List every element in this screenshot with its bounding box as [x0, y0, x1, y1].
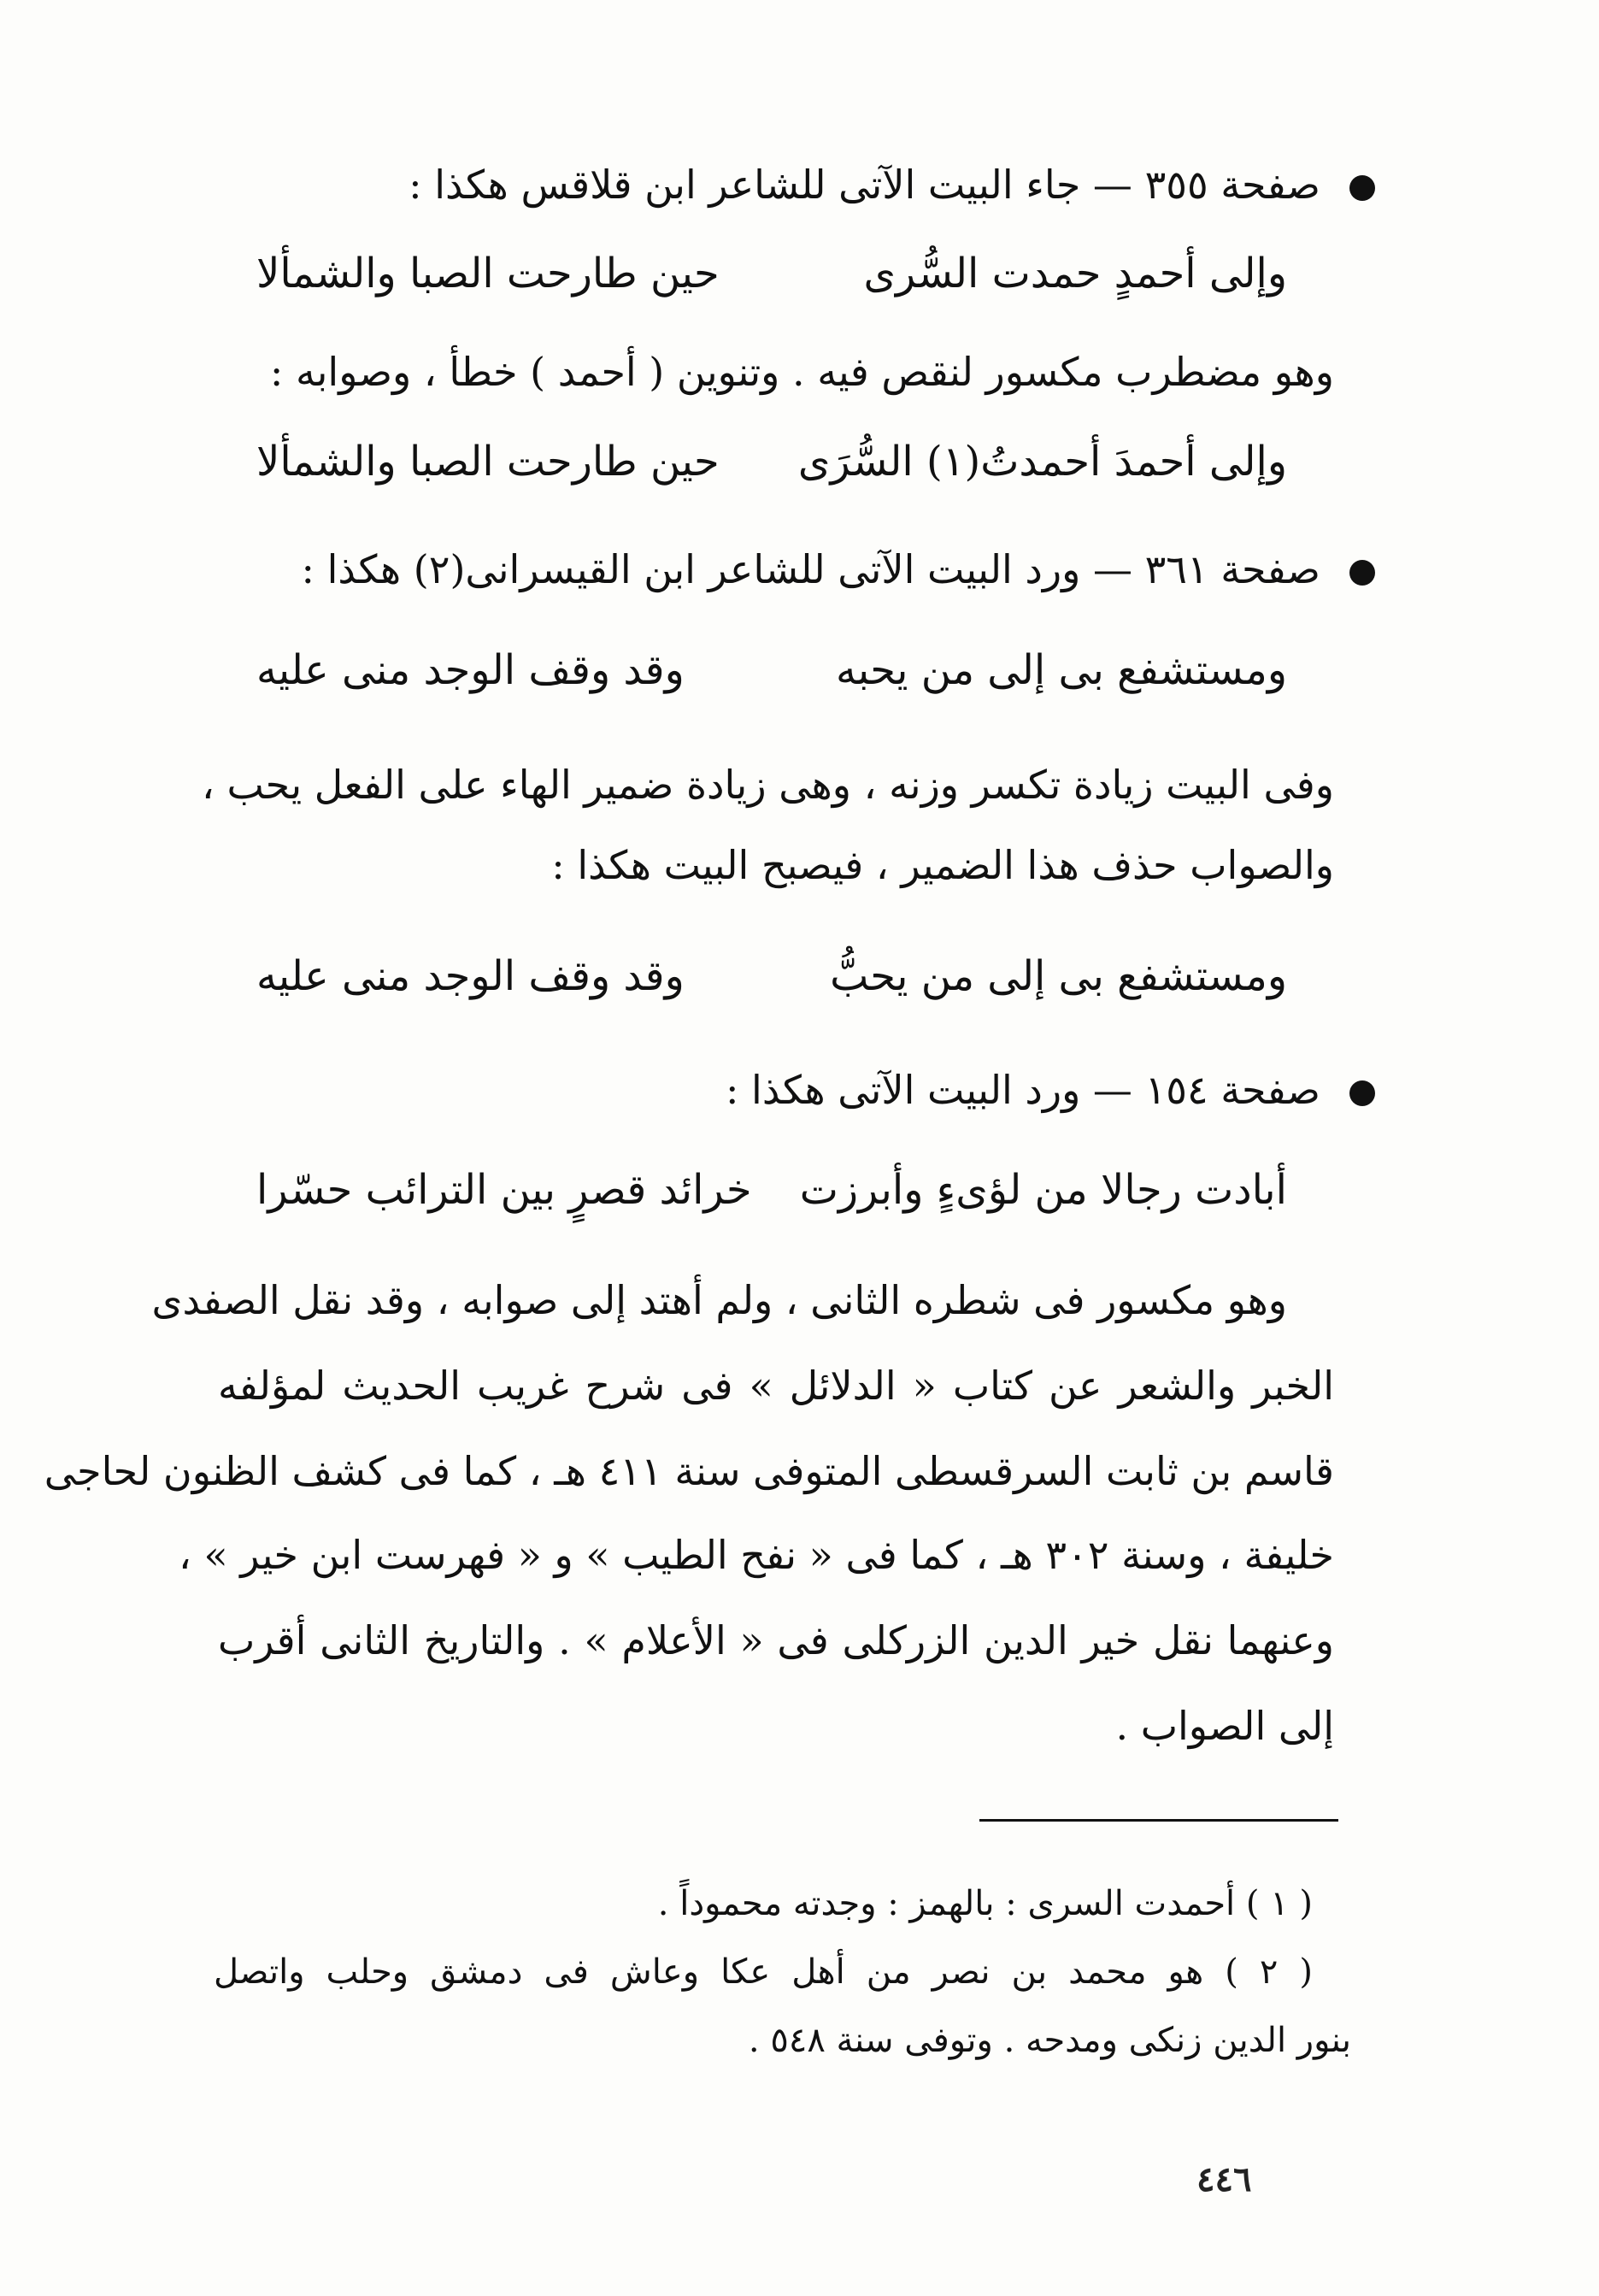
verse-hemistich: خرائد قصرٍ بين الترائب حسّرا — [256, 1166, 752, 1214]
body-text: وهو مكسور فى شطره الثانى ، ولم أهتد إلى صوابه ، وقد نقل الصفدى — [151, 1277, 1287, 1323]
footnote: ( ٢ ) هو محمد بن نصر من أهل عكا وعاش فى دمشق وحلب واتصل — [214, 1952, 1314, 1992]
footnote: بنور الدين زنكى ومدحه . وتوفى سنة ٥٤٨ . — [748, 2021, 1351, 2060]
entry-heading: صفحة ٣٥٥ — جاء البيت الآتى للشاعر ابن قلاقس هكذا : — [222, 159, 1375, 210]
verse-line — [256, 643, 1287, 698]
footnote-divider — [979, 1819, 1338, 1822]
verse-hemistich: حين طارحت الصبا والشمألا — [256, 438, 720, 486]
entry-heading: صفحة ٣٦١ — ورد البيت الآتى للشاعر ابن القيسرانى(٢) هكذا : — [222, 544, 1375, 595]
body-text: والصواب حذف هذا الضمير ، فيصبح البيت هكذا : — [551, 842, 1334, 888]
verse-line — [256, 434, 1287, 489]
bullet-icon — [1349, 1080, 1375, 1106]
body-text: الخبر والشعر عن كتاب « الدلائل » فى شرح غريب الحديث لمؤلفه — [218, 1363, 1334, 1409]
bullet-icon — [1349, 560, 1375, 586]
body-text: إلى الصواب . — [1115, 1703, 1334, 1749]
verse-hemistich: وقد وقف الوجد منى عليه — [256, 952, 685, 1000]
verse-hemistich: ومستشفع بى إلى من يحبُّ — [830, 952, 1287, 1000]
verse-line — [256, 246, 1287, 301]
verse-hemistich: ومستشفع بى إلى من يحبه — [835, 646, 1287, 694]
body-text: قاسم بن ثابت السرقسطى المتوفى سنة ٤١١ هـ ، كما فى كشف الظنون لحاجى — [44, 1448, 1334, 1494]
verse-hemistich: وقد وقف الوجد منى عليه — [256, 646, 685, 694]
body-text: وهو مضطرب مكسور لنقص فيه . وتنوين ( أحمد ) خطأ ، وصوابه : — [269, 349, 1334, 395]
verse-hemistich: وإلى أحمدٍ حمدت السُّرى — [863, 250, 1287, 297]
body-text: وعنهما نقل خير الدين الزركلى فى « الأعلام » . والتاريخ الثانى أقرب — [218, 1617, 1334, 1663]
entry-heading: صفحة ١٥٤ — ورد البيت الآتى هكذا : — [222, 1064, 1375, 1116]
bullet-icon — [1349, 175, 1375, 201]
body-text: وفى البيت زيادة تكسر وزنه ، وهى زيادة ضمير الهاء على الفعل يحب ، — [202, 762, 1334, 808]
verse-hemistich: أبادت رجالا من لؤىءٍ وأبرزت — [799, 1166, 1287, 1214]
footnote: ( ١ ) أحمدت السرى : بالهمز : وجدته محموداً . — [657, 1884, 1313, 1923]
verse-hemistich: حين طارحت الصبا والشمألا — [256, 250, 720, 297]
verse-line — [256, 1163, 1287, 1217]
page-number: ٤٤٦ — [1196, 2159, 1252, 2199]
body-text: خليفة ، وسنة ٣٠٢ هـ ، كما فى « نفح الطيب » و « فهرست ابن خير » ، — [179, 1532, 1334, 1578]
verse-hemistich: وإلى أحمدَ أحمدتُ(١) السُّرَى — [797, 438, 1287, 486]
verse-line — [256, 949, 1287, 1004]
